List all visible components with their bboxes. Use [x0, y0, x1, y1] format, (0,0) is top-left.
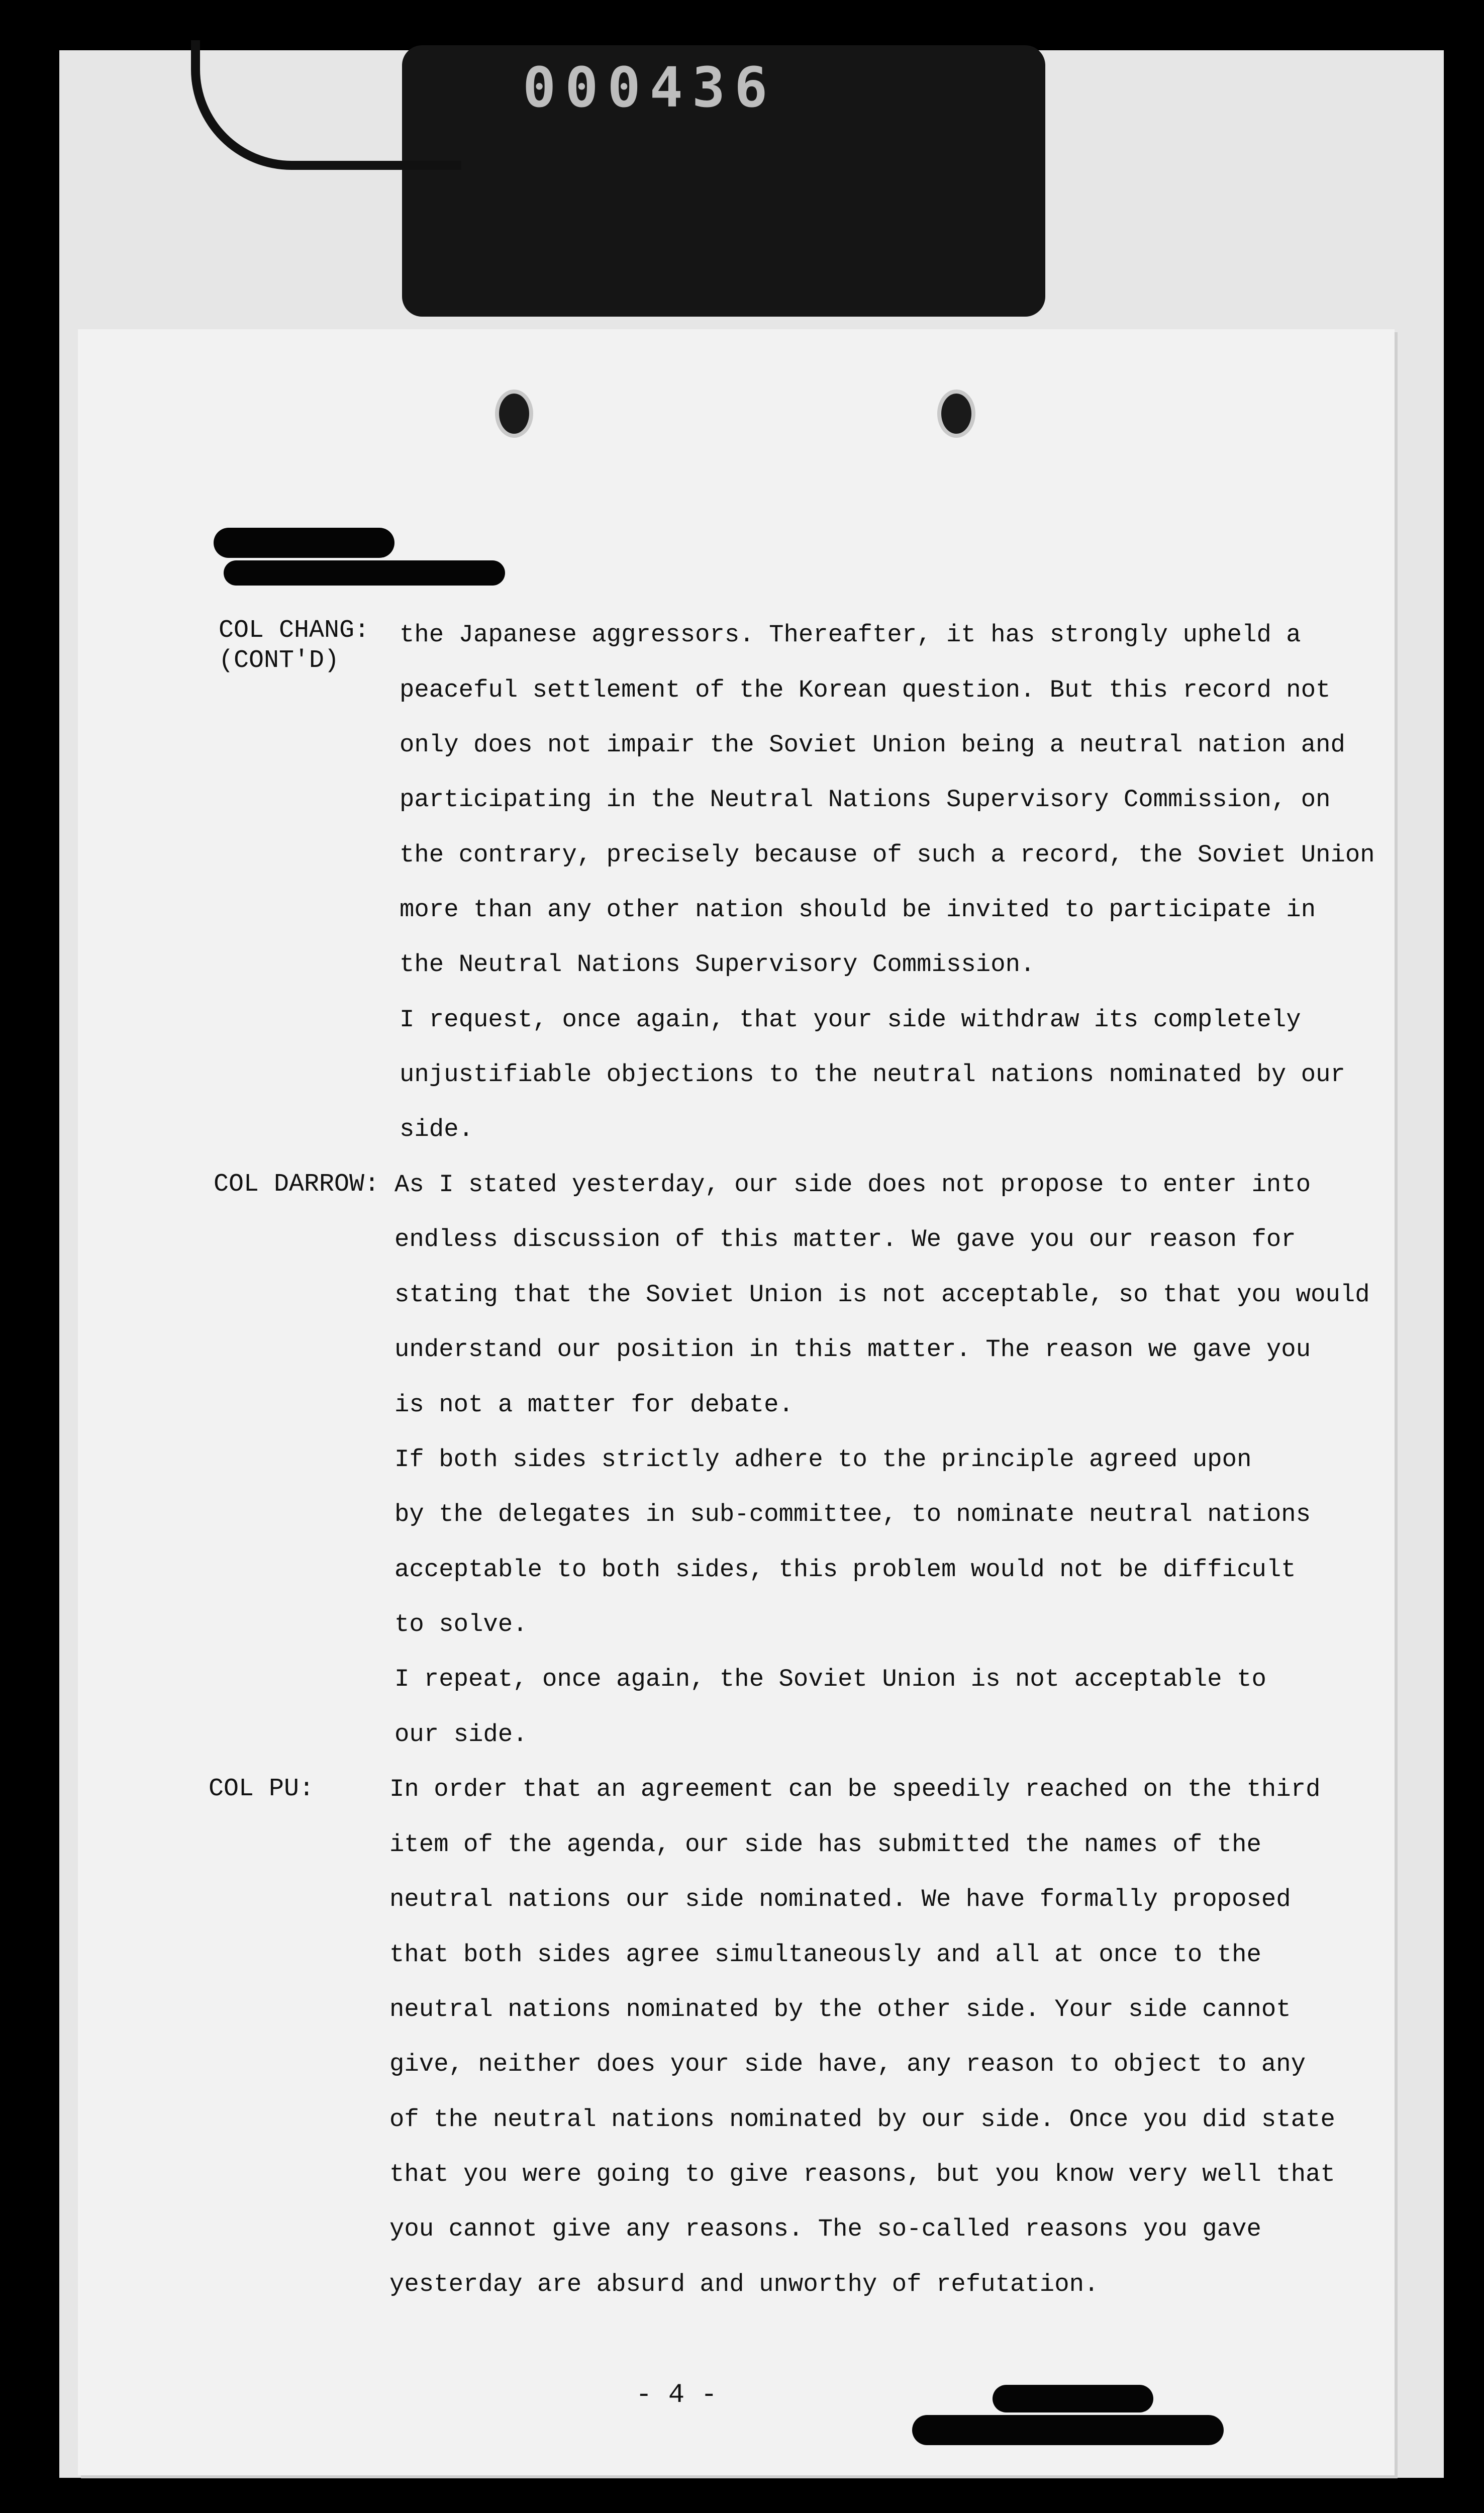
- transcript-line: participating in the Neutral Nations Supervisory Commission, on: [400, 786, 1331, 814]
- transcript-line: item of the agenda, our side has submitted the names of the: [389, 1830, 1261, 1859]
- transcript-line: you cannot give any reasons. The so-called reasons you gave: [389, 2215, 1261, 2243]
- transcript-line: endless discussion of this matter. We gave you our reason for: [394, 1225, 1296, 1253]
- transcript-line: is not a matter for debate.: [394, 1391, 794, 1419]
- redaction-mark: [993, 2385, 1153, 2412]
- transcript-line: the contrary, precisely because of such a record, the Soviet Union: [400, 841, 1375, 869]
- transcript-line: by the delegates in sub-committee, to nominate neutral nations: [394, 1500, 1311, 1528]
- transcript-line: side.: [400, 1115, 474, 1143]
- speaker-label: COL PU:: [209, 1775, 315, 1803]
- transcript-line: that both sides agree simultaneously and all at once to the: [389, 1941, 1261, 1969]
- transcript-line: I request, once again, that your side withdraw its completely: [400, 1006, 1301, 1034]
- page-number: - 4 -: [636, 2380, 718, 2410]
- redaction-mark: [224, 560, 505, 586]
- document-clip: [402, 45, 1045, 317]
- transcript-line: our side.: [394, 1720, 528, 1749]
- transcript-line: yesterday are absurd and unworthy of refutation.: [389, 2270, 1099, 2298]
- transcript-line: In order that an agreement can be speedily reached on the third: [389, 1775, 1321, 1803]
- transcript-line: peaceful settlement of the Korean question. But this record not: [400, 676, 1331, 704]
- speaker-label: COL DARROW:: [214, 1170, 380, 1199]
- punch-hole-left: [495, 390, 533, 438]
- transcript-line: unjustifiable objections to the neutral nations nominated by our: [400, 1060, 1345, 1089]
- redaction-mark: [214, 528, 394, 558]
- transcript-line: the Neutral Nations Supervisory Commission.: [400, 950, 1035, 979]
- redaction-mark: [912, 2415, 1224, 2445]
- transcript-line: give, neither does your side have, any reason to object to any: [389, 2050, 1306, 2078]
- transcript-line: the Japanese aggressors. Thereafter, it has strongly upheld a: [400, 621, 1301, 649]
- punch-hole-right: [937, 390, 975, 438]
- transcript-line: I repeat, once again, the Soviet Union is not acceptable to: [394, 1665, 1266, 1693]
- transcript-line: of the neutral nations nominated by our side. Once you did state: [389, 2105, 1335, 2134]
- transcript-line: As I stated yesterday, our side does not propose to enter into: [394, 1171, 1311, 1199]
- transcript-line: If both sides strictly adhere to the principle agreed upon: [394, 1445, 1252, 1474]
- transcript-line: neutral nations our side nominated. We have formally proposed: [389, 1885, 1291, 1913]
- transcript-line: only does not impair the Soviet Union being a neutral nation and: [400, 731, 1345, 759]
- frame-number: 000436: [523, 55, 777, 120]
- transcript-line: more than any other nation should be invited to participate in: [400, 896, 1316, 924]
- document-page: [78, 329, 1395, 2475]
- transcript-line: neutral nations nominated by the other side. Your side cannot: [389, 1995, 1291, 2023]
- transcript-line: understand our position in this matter. The reason we gave you: [394, 1335, 1311, 1364]
- transcript-line: to solve.: [394, 1610, 528, 1638]
- transcript-line: acceptable to both sides, this problem would not be difficult: [394, 1556, 1296, 1584]
- transcript-line: stating that the Soviet Union is not acceptable, so that you would: [394, 1281, 1370, 1309]
- speaker-label: COL CHANG: (CONT'D): [219, 616, 370, 675]
- transcript-line: that you were going to give reasons, but you know very well that: [389, 2160, 1335, 2188]
